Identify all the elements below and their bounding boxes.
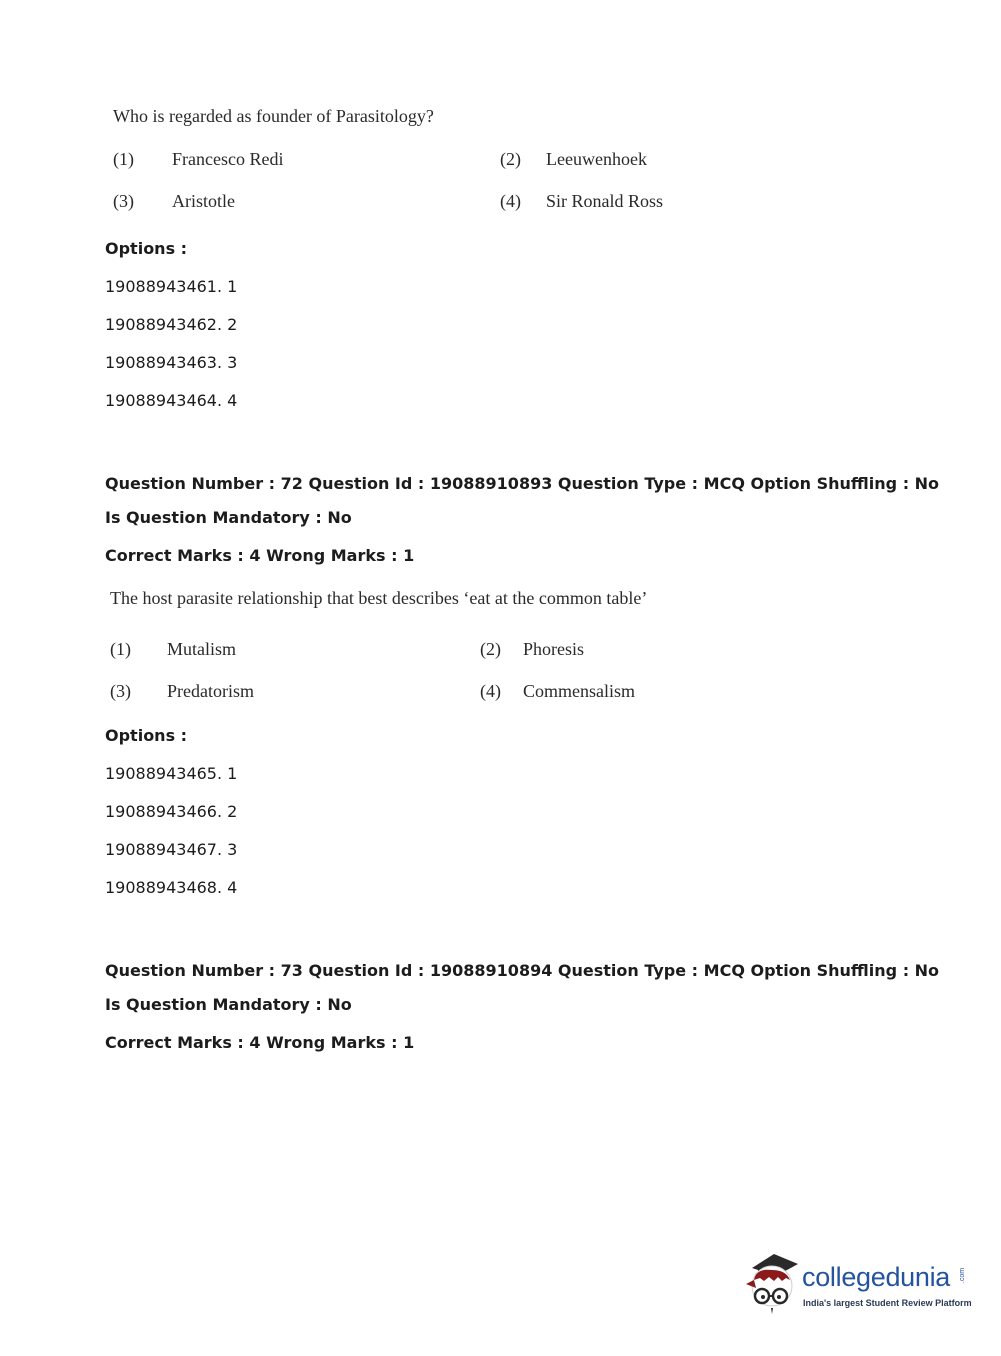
q72-choice-1-text: Mutalism — [167, 639, 237, 659]
q73-mandatory: Is Question Mandatory : No — [105, 995, 352, 1014]
q73-marks: Correct Marks : 4 Wrong Marks : 1 — [105, 1033, 415, 1052]
q71-choice-4-text: Sir Ronald Ross — [546, 191, 664, 211]
q72-mandatory: Is Question Mandatory : No — [105, 508, 352, 527]
q72-choice-4-num: (4) — [480, 681, 501, 701]
logo-tagline: India's largest Student Review Platform — [803, 1298, 972, 1308]
q71-choice-4-num: (4) — [500, 191, 521, 211]
q71-choice-3-num: (3) — [113, 191, 134, 211]
collegedunia-logo — [742, 1250, 972, 1320]
logo-dotcom: .com — [959, 1267, 967, 1284]
q72-marks: Correct Marks : 4 Wrong Marks : 1 — [105, 546, 415, 565]
q71-stem: Who is regarded as founder of Parasitology? — [113, 106, 434, 126]
q72-option-1: 19088943465. 1 — [105, 764, 238, 783]
q71-choice-1-text: Francesco Redi — [172, 149, 284, 169]
q71-choice-2-num: (2) — [500, 149, 521, 169]
q72-options-label: Options : — [105, 726, 188, 745]
q72-choice-4-text: Commensalism — [523, 681, 635, 701]
q71-option-3: 19088943463. 3 — [105, 353, 238, 372]
q72-stem: The host parasite relationship that best describes ‘eat at the common table’ — [110, 588, 648, 608]
q71-option-4: 19088943464. 4 — [105, 391, 238, 410]
q72-header: Question Number : 72 Question Id : 19088910893 Question Type : MCQ Option Shuffling : No — [105, 474, 940, 493]
q71-option-2: 19088943462. 2 — [105, 315, 238, 334]
q71-choice-1-num: (1) — [113, 149, 134, 169]
q72-choice-2-text: Phoresis — [523, 639, 585, 659]
q71-option-1: 19088943461. 1 — [105, 277, 238, 296]
q73-header: Question Number : 73 Question Id : 19088910894 Question Type : MCQ Option Shuffling : No — [105, 961, 940, 980]
q71-options-label: Options : — [105, 239, 188, 258]
q72-option-2: 19088943466. 2 — [105, 802, 238, 821]
q72-choice-3-num: (3) — [110, 681, 131, 701]
q72-choice-1-num: (1) — [110, 639, 131, 659]
logo-wordmark: collegedunia — [802, 1262, 951, 1292]
mascot-icon — [742, 1250, 802, 1316]
q71-choice-2-text: Leeuwenhoek — [546, 149, 647, 169]
q72-option-4: 19088943468. 4 — [105, 878, 238, 897]
q72-option-3: 19088943467. 3 — [105, 840, 238, 859]
q72-choice-2-num: (2) — [480, 639, 501, 659]
q72-choice-3-text: Predatorism — [167, 681, 254, 701]
q71-choice-3-text: Aristotle — [172, 191, 235, 211]
